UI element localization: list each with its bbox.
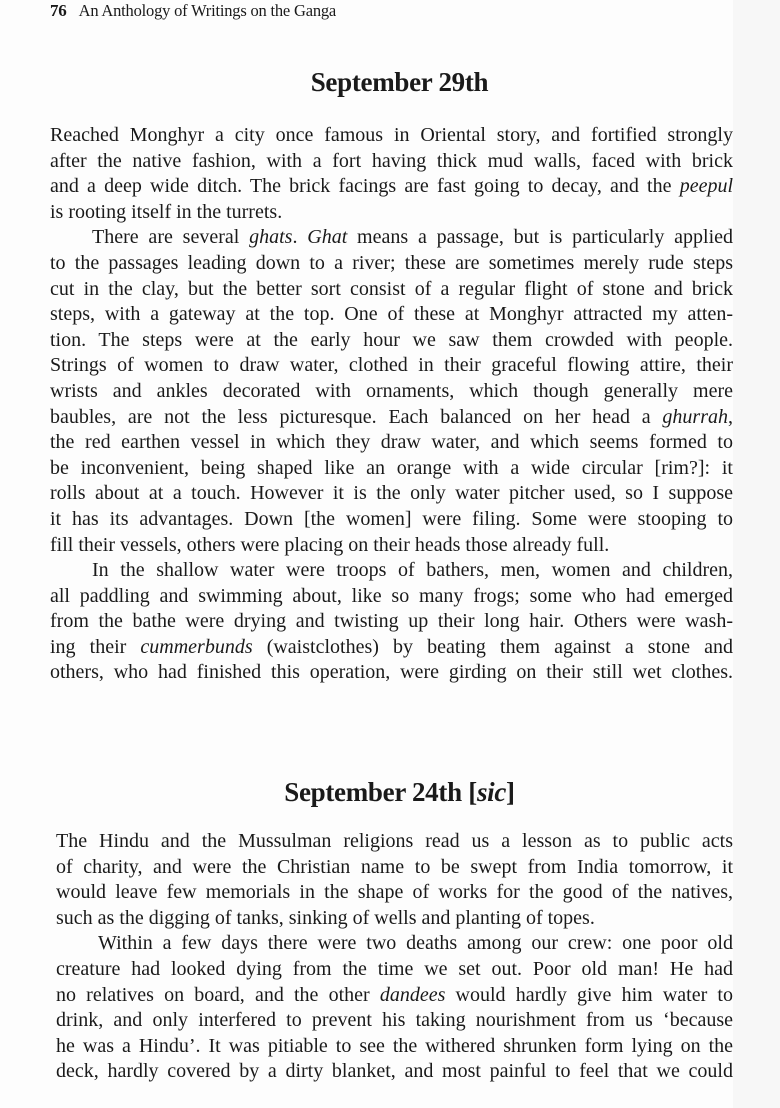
text-line: Within a few days there were two deaths among our crew: one poor old: [98, 932, 733, 955]
text-line: Strings of women to draw water, clothed in their graceful flowing attire, their: [50, 354, 733, 377]
text-line: be inconvenient, being shaped like an orange with a wide circular [rim?]: it: [50, 456, 733, 479]
text-line: creature had looked dying from the time we set out. Poor old man! He had: [56, 957, 733, 980]
book-title: An Anthology of Writings on the Ganga: [78, 1, 337, 20]
text-line: it has its advantages. Down [the women] were filing. Some were stooping to: [50, 507, 733, 530]
text-line: There are several ghats. Ghat means a passage, but is particularly applied: [92, 226, 733, 249]
text-line: baubles, are not the less picturesque. Each balanced on her head a ghurrah,: [50, 405, 733, 428]
text-line: steps, with a gateway at the top. One of these at Monghyr attracted my atten-: [50, 303, 733, 326]
section-body-sept-29: [50, 123, 733, 686]
text-line: the red earthen vessel in which they draw water, and which seems formed to: [50, 431, 733, 454]
text-line: no relatives on board, and the other dandees would hardly give him water to: [56, 983, 733, 1006]
text-line: after the native fashion, with a fort having thick mud walls, faced with brick: [50, 149, 733, 172]
section-heading-sept-29: September 29th: [310, 67, 489, 97]
text-line: fill their vessels, others were placing on their heads those already full.: [50, 533, 610, 556]
text-line: cut in the clay, but the better sort consist of a regular flight of stone and brick: [50, 277, 733, 300]
page-number: 76: [50, 1, 67, 20]
text-line: he was a Hindu’. It was pitiable to see the withered shrunken form lying on the: [56, 1034, 733, 1057]
text-line: The Hindu and the Mussulman religions read us a lesson as to public acts: [56, 830, 733, 852]
text-line: of charity, and were the Christian name to be swept from India tomorrow, it: [56, 855, 733, 878]
text-line: tion. The steps were at the early hour we saw them crowded with people.: [50, 328, 733, 351]
text-line: is rooting itself in the turrets.: [50, 200, 283, 223]
text-line: rolls about at a touch. However it is the only water pitcher used, so I suppose: [50, 482, 733, 505]
sic-note: sic: [476, 777, 507, 807]
text-line: drink, and only interfered to prevent his taking nourishment from us ‘because: [56, 1009, 733, 1032]
running-head: [50, 0, 336, 22]
text-line: ing their cummerbunds (waistclothes) by beating them against a stone and: [50, 635, 733, 658]
text-line: all paddling and swimming about, like so many frogs; some who had emerged: [50, 584, 733, 607]
text-line: Reached Monghyr a city once famous in Oriental story, and fortified strongly: [50, 124, 733, 146]
text-line: In the shallow water were troops of bathers, men, women and children,: [92, 559, 733, 582]
text-line: wrists and ankles decorated with ornaments, which though generally mere: [50, 379, 733, 402]
text-line: such as the digging of tanks, sinking of wells and planting of topes.: [56, 906, 595, 929]
text-line: others, who had finished this operation, were girding on their still wet clothes.: [50, 661, 733, 684]
text-line: to the passages leading down to a river; these are sometimes merely rude steps: [50, 251, 733, 274]
section-heading-sept-24: September 24th [sic]: [284, 777, 515, 807]
text-line: deck, hardly covered by a dirty blanket, and most painful to feel that we could: [56, 1060, 733, 1083]
section-body-sept-24: [56, 829, 733, 1085]
text-line: and a deep wide ditch. The brick facings are fast going to decay, and the peepul: [50, 175, 733, 198]
text-line: would leave few memorials in the shape of works for the good of the natives,: [56, 881, 733, 904]
page-edge: [733, 0, 780, 1108]
text-line: from the bathe were drying and twisting up their long hair. Others were wash-: [50, 610, 733, 633]
